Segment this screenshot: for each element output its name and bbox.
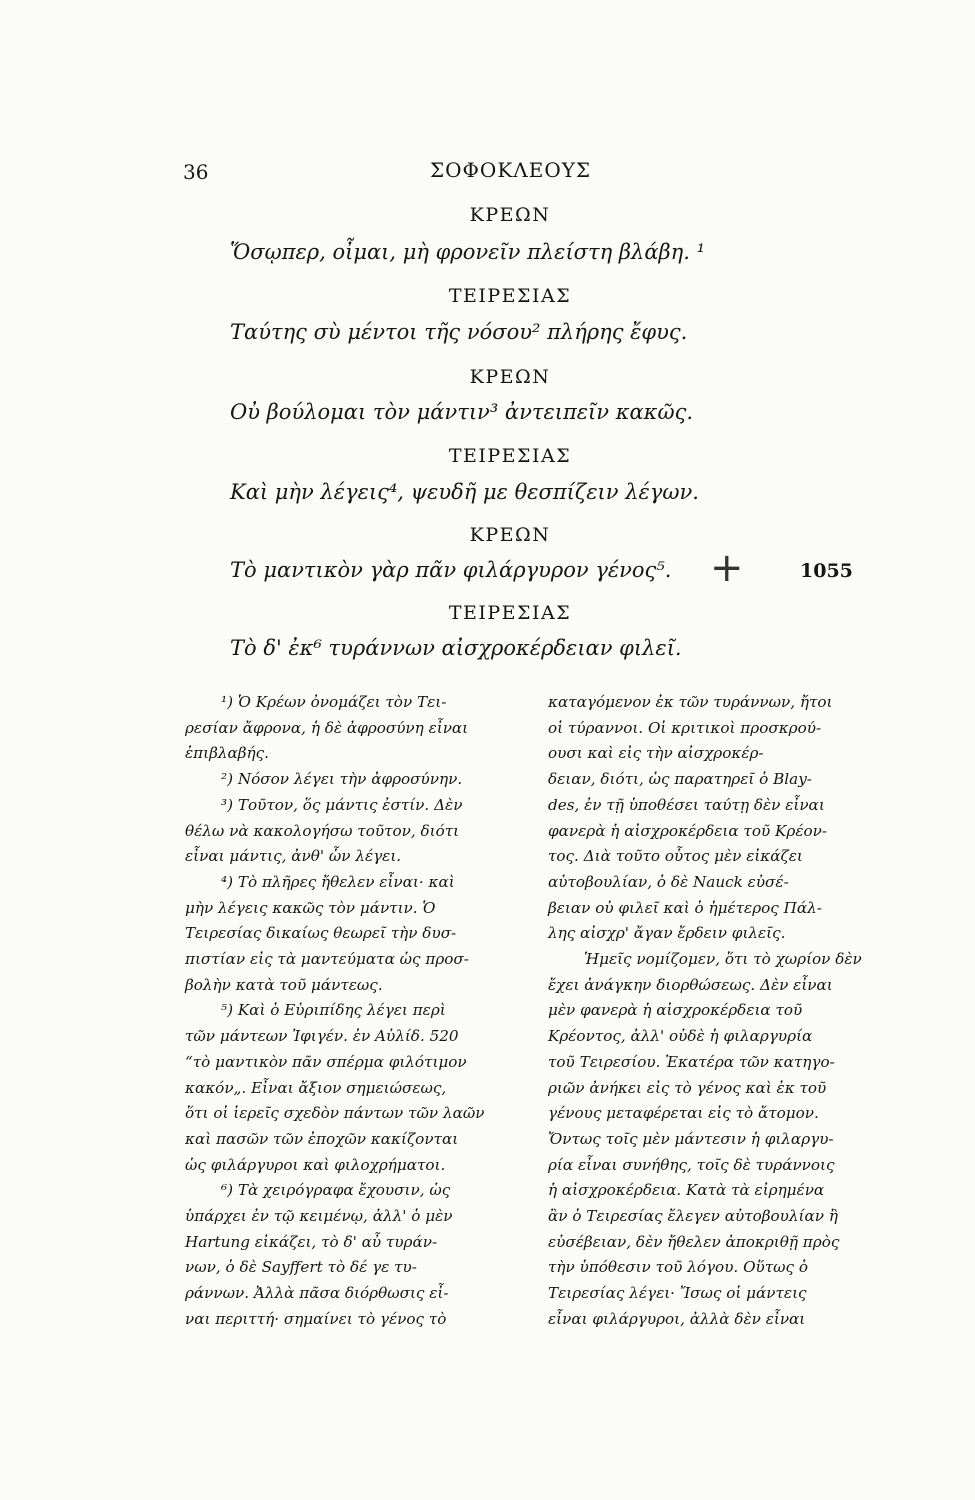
note-line: τῶν μάντεων Ἰφιγέν. ἐν Αὐλίδ. 520 bbox=[185, 1027, 459, 1046]
note-line: οἱ τύραννοι. Οἱ κριτικοὶ προσκρού- bbox=[548, 718, 822, 737]
speaker-label: ΤΕΙΡΕΣΙΑΣ bbox=[448, 602, 572, 624]
note-line: αὐτοβουλίαν, ὁ δὲ Nauck εὐσέ- bbox=[548, 872, 789, 891]
note-line: ουσι καὶ εἰς τὴν αἰσχροκέρ- bbox=[548, 744, 764, 763]
note-line: δειαν, διότι, ὡς παρατηρεῖ ὁ Blay- bbox=[548, 770, 812, 789]
margin-cross-mark: + bbox=[710, 545, 744, 591]
note-line: μὲν φανερὰ ἡ αἰσχροκέρδεια τοῦ bbox=[548, 1001, 803, 1020]
note-line: ³) Τοῦτον, ὅς μάντις ἐστίν. Δὲν bbox=[221, 795, 463, 814]
note-line: ⁵) Καὶ ὁ Εὐριπίδης λέγει περὶ bbox=[221, 1001, 446, 1020]
note-line: “τὸ μαντικὸν πᾶν σπέρμα φιλότιμον bbox=[185, 1052, 467, 1071]
note-line: εἶναι μάντις, ἀνθ' ὧν λέγει. bbox=[185, 847, 402, 866]
note-line: καὶ πασῶν τῶν ἐποχῶν κακίζονται bbox=[185, 1129, 459, 1148]
note-line: ἔχει ἀνάγκην διορθώσεως. Δὲν εἶναι bbox=[548, 975, 833, 994]
note-line: Τειρεσίας λέγει· Ἴσως οἱ μάντεις bbox=[548, 1284, 807, 1303]
speaker-label: ΚΡΕΩΝ bbox=[469, 204, 551, 226]
speaker-label: ΚΡΕΩΝ bbox=[469, 366, 551, 388]
note-line: φανερὰ ἡ αἰσχροκέρδεια τοῦ Κρέον- bbox=[548, 821, 827, 840]
footnotes-right-column bbox=[548, 690, 883, 1333]
note-line: ρία εἶναι συνήθης, τοῖς δὲ τυράννοις bbox=[548, 1155, 835, 1174]
note-line: ἐπιβλαβής. bbox=[185, 744, 269, 763]
note-line: Κρέοντος, ἀλλ' οὐδὲ ἡ φιλαργυρία bbox=[548, 1027, 813, 1046]
note-line: ὑπάρχει ἐν τῷ κειμένῳ, ἀλλ' ὁ μὲν bbox=[185, 1207, 453, 1226]
note-line: τοῦ Τειρεσίου. Ἑκατέρα τῶν κατηγο- bbox=[548, 1052, 835, 1071]
note-line: μὴν λέγεις κακῶς τὸν μάντιν. Ὁ bbox=[185, 898, 436, 917]
note-line: ⁶) Τὰ χειρόγραφα ἔχουσιν, ὡς bbox=[221, 1181, 451, 1200]
note-line: ⁴) Τὸ πλῆρες ἤθελεν εἶναι· καὶ bbox=[221, 872, 455, 891]
speaker-label: ΚΡΕΩΝ bbox=[469, 524, 551, 546]
note-line: Τειρεσίας δικαίως θεωρεῖ τὴν δυσ- bbox=[185, 924, 457, 943]
note-line: des, ἐν τῇ ὑποθέσει ταύτῃ δὲν εἶναι bbox=[548, 795, 825, 814]
note-line: ¹) Ὁ Κρέων ὀνομάζει τὸν Τει- bbox=[221, 693, 447, 711]
note-line: εὐσέβειαν, δὲν ἤθελεν ἀποκριθῇ πρὸς bbox=[548, 1232, 840, 1251]
note-line: κακόν„. Εἶναι ἄξιον σημειώσεως, bbox=[185, 1078, 447, 1097]
footnotes-left-column bbox=[185, 690, 520, 1333]
note-line: Ὄντως τοῖς μὲν μάντεσιν ἡ φιλαργυ- bbox=[548, 1129, 834, 1148]
verse-line: Καὶ μὴν λέγεις⁴, ψευδῆ με θεσπίζειν λέγων. bbox=[230, 480, 699, 504]
verse-line: Οὐ βούλομαι τὸν μάντιν³ ἀντειπεῖν κακῶς. bbox=[230, 400, 694, 424]
verse-line: Ὅσῳπερ, οἶμαι, μὴ φρονεῖν πλείστη βλάβη. ¹ bbox=[230, 240, 706, 264]
note-line: λης αἰσχρ' ἄγαν ἔρδειν φιλεῖς. bbox=[548, 924, 786, 943]
verse-line: Τὸ δ' ἐκ⁶ τυράννων αἰσχροκέρδειαν φιλεῖ. bbox=[230, 636, 682, 660]
note-line: ὡς φιλάργυροι καὶ φιλοχρήματοι. bbox=[185, 1155, 446, 1174]
note-line: τὴν ὑπόθεσιν τοῦ λόγου. Οὕτως ὁ bbox=[548, 1258, 809, 1277]
verse-line: Ταύτης σὺ μέντοι τῆς νόσου² πλήρης ἔφυς. bbox=[230, 320, 688, 344]
note-line: νων, ὁ δὲ Sayffert τὸ δέ γε τυ- bbox=[185, 1258, 417, 1277]
verse-line: Τὸ μαντικὸν γὰρ πᾶν φιλάργυρον γένος⁵. bbox=[230, 558, 672, 582]
note-line: Hartung εἰκάζει, τὸ δ' αὖ τυράν- bbox=[185, 1232, 438, 1251]
note-line: βολὴν κατὰ τοῦ μάντεως. bbox=[185, 975, 383, 994]
note-line: ρεσίαν ἄφρονα, ἡ δὲ ἀφροσύνη εἶναι bbox=[185, 718, 469, 737]
note-line: τος. Διὰ τοῦτο οὗτος μὲν εἰκάζει bbox=[548, 847, 803, 866]
note-line: βειαν οὐ φιλεῖ καὶ ὁ ἡμέτερος Πάλ- bbox=[548, 898, 822, 917]
speaker-label: ΤΕΙΡΕΣΙΑΣ bbox=[448, 285, 572, 307]
page-number: 36 bbox=[183, 160, 209, 184]
note-line: ἡ αἰσχροκέρδεια. Κατὰ τὰ εἰρημένα bbox=[548, 1181, 825, 1200]
speaker-label: ΤΕΙΡΕΣΙΑΣ bbox=[448, 445, 572, 467]
running-title: ΣΟΦΟΚΛΕΟΥΣ bbox=[430, 158, 592, 182]
note-line: Ἡμεῖς νομίζομεν, ὅτι τὸ χωρίον δὲν bbox=[584, 950, 862, 969]
note-line: εἶναι φιλάργυροι, ἀλλὰ δὲν εἶναι bbox=[548, 1309, 806, 1328]
note-line: ἂν ὁ Τειρεσίας ἔλεγεν αὐτοβουλίαν ἢ bbox=[548, 1207, 838, 1226]
note-line: θέλω νὰ κακολογήσω τοῦτον, διότι bbox=[185, 821, 460, 840]
note-line: ναι περιττή· σημαίνει τὸ γένος τὸ bbox=[185, 1309, 447, 1328]
note-line: ριῶν ἀνήκει εἰς τὸ γένος καὶ ἐκ τοῦ bbox=[548, 1078, 827, 1097]
note-line: πιστίαν εἰς τὰ μαντεύματα ὡς προσ- bbox=[185, 950, 469, 969]
note-line: ²) Νόσον λέγει τὴν ἀφροσύνην. bbox=[221, 770, 463, 789]
note-line: καταγόμενον ἐκ τῶν τυράννων, ἤτοι bbox=[548, 693, 833, 711]
note-line: ὅτι οἱ ἱερεῖς σχεδὸν πάντων τῶν λαῶν bbox=[185, 1104, 485, 1123]
line-number: 1055 bbox=[800, 560, 853, 582]
note-line: γένους μεταφέρεται εἰς τὸ ἄτομον. bbox=[548, 1104, 819, 1123]
note-line: ράννων. Ἀλλὰ πᾶσα διόρθωσις εἶ- bbox=[185, 1284, 449, 1303]
